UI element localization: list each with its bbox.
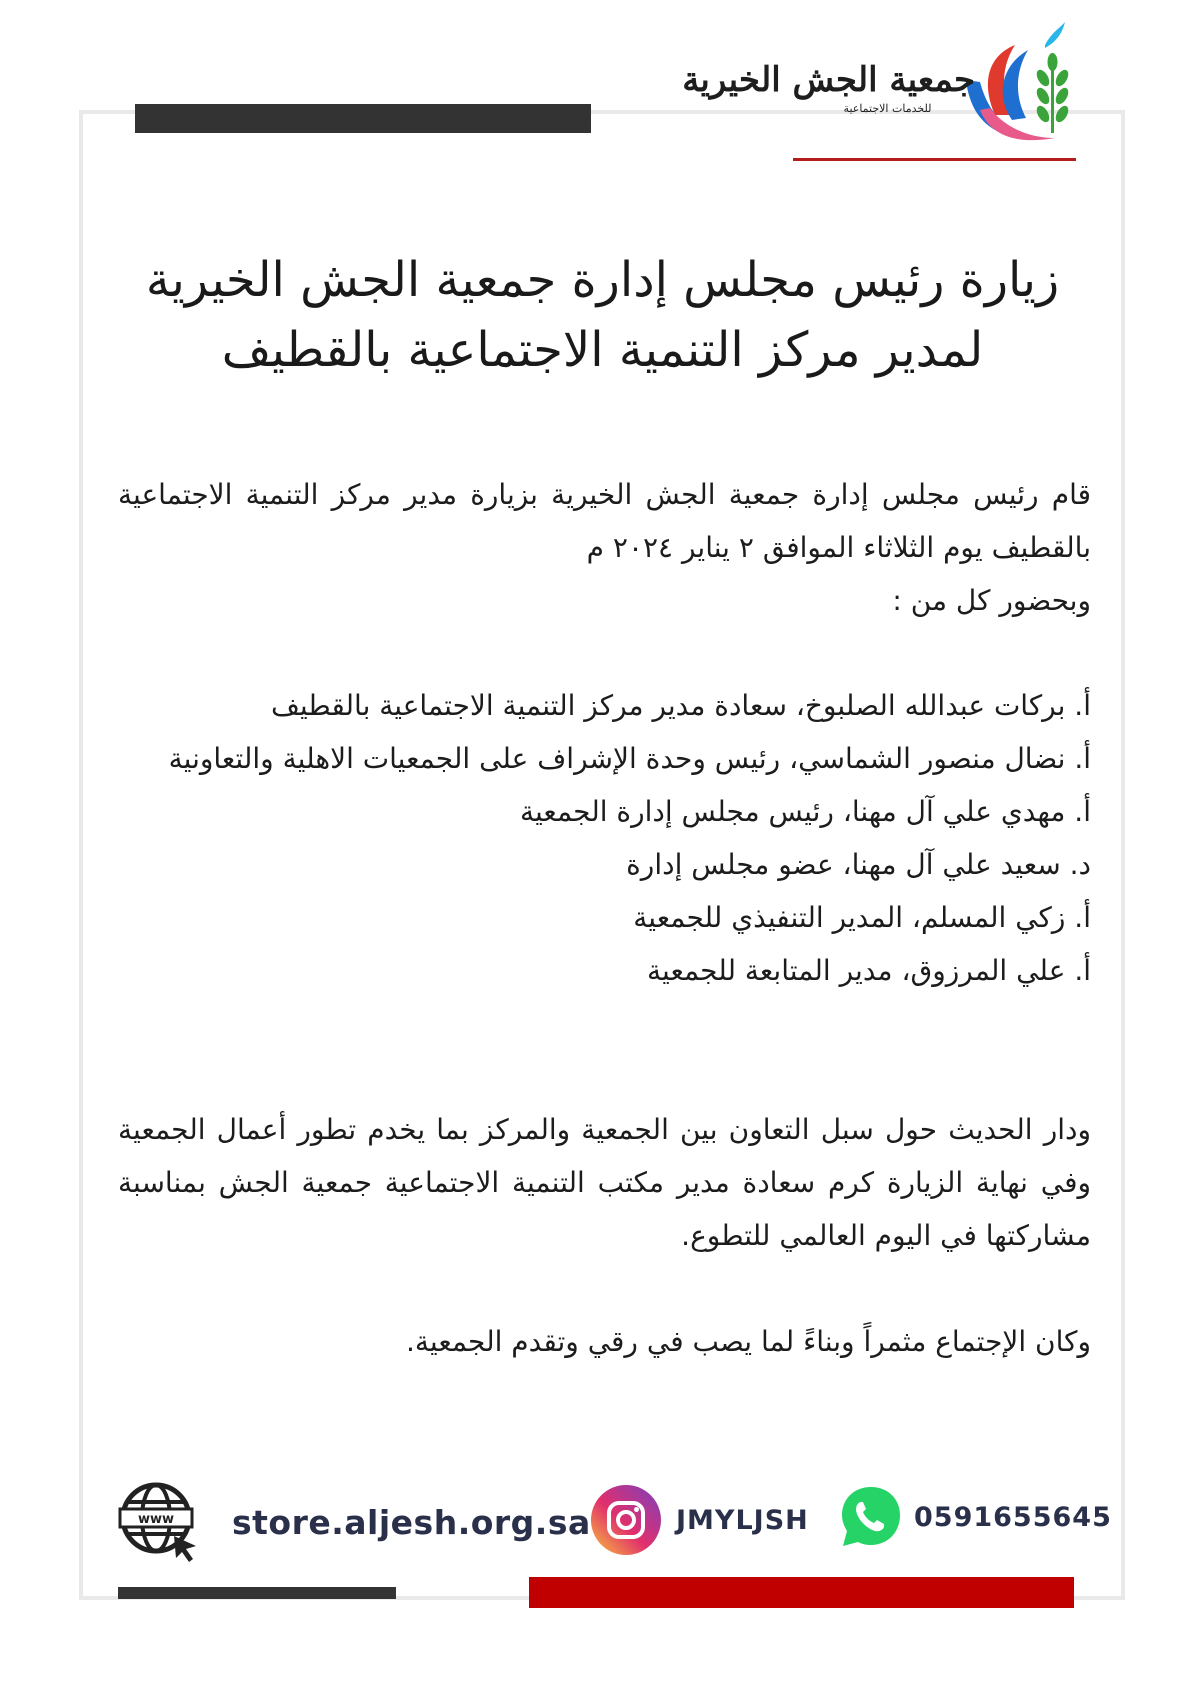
instagram-handle[interactable]: JMYLJSH	[676, 1504, 809, 1536]
closing-paragraph: وكان الإجتماع مثمراً وبناءً لما يصب في رقي وتقدم الجمعية.	[405, 1325, 1091, 1358]
title-line-1: زيارة رئيس مجلس إدارة جمعية الجش الخيرية	[145, 252, 1060, 308]
list-item: د. سعيد علي آل مهنا، عضو مجلس إدارة	[626, 848, 1091, 881]
discussion-paragraph: ودار الحديث حول سبل التعاون بين الجمعية والمركز بما يخدم تطور أعمال الجمعية وفي نهاية الزيارة كرم سعادة مدير مكتب التنمية الاجتماعية جمعية الجش بمناسبة مشاركتها في اليوم العالمي للتطوع.	[118, 1113, 1091, 1252]
whatsapp-icon	[838, 1484, 904, 1550]
logo-name: جمعية الجش الخيرية	[682, 60, 975, 100]
logo-subtitle: للخدمات الاجتماعية	[843, 102, 932, 115]
intro-paragraph: قام رئيس مجلس إدارة جمعية الجش الخيرية بزيارة مدير مركز التنمية الاجتماعية بالقطيف يوم الثلاثاء الموافق ٢ يناير ٢٠٢٤ م	[118, 478, 1091, 564]
website-link[interactable]	[118, 1480, 591, 1564]
logo-underline	[793, 158, 1076, 161]
www-label: www	[137, 1512, 175, 1527]
logo-wordmark	[682, 60, 975, 116]
whatsapp-number[interactable]: 0591655645	[914, 1501, 1112, 1533]
list-item: أ. نضال منصور الشماسي، رئيس وحدة الإشراف على الجمعيات الاهلية والتعاونية	[168, 742, 1091, 775]
globe-www-cursor-icon	[118, 1480, 202, 1564]
header-dark-bar	[135, 104, 591, 133]
presence-line: وبحضور كل من :	[892, 584, 1091, 617]
footer-red-bar	[529, 1577, 1074, 1608]
list-item: أ. علي المرزوق، مدير المتابعة للجمعية	[646, 954, 1091, 987]
footer-dark-bar	[118, 1587, 396, 1599]
list-item: أ. بركات عبدالله الصلبوخ، سعادة مدير مركز التنمية الاجتماعية بالقطيف	[270, 689, 1091, 722]
attendees-list	[118, 679, 1091, 997]
title-line-2: لمدير مركز التنمية الاجتماعية بالقطيف	[221, 322, 984, 378]
article-body	[118, 468, 1091, 1368]
website-url[interactable]: store.aljesh.org.sa	[232, 1502, 591, 1542]
list-item: أ. مهدي علي آل مهنا، رئيس مجلس إدارة الجمعية	[519, 795, 1091, 828]
instagram-link[interactable]	[590, 1484, 809, 1556]
list-item: أ. زكي المسلم، المدير التنفيذي للجمعية	[633, 901, 1091, 934]
whatsapp-link[interactable]	[838, 1484, 1112, 1550]
instagram-icon	[590, 1484, 662, 1556]
page-title	[110, 245, 1095, 385]
